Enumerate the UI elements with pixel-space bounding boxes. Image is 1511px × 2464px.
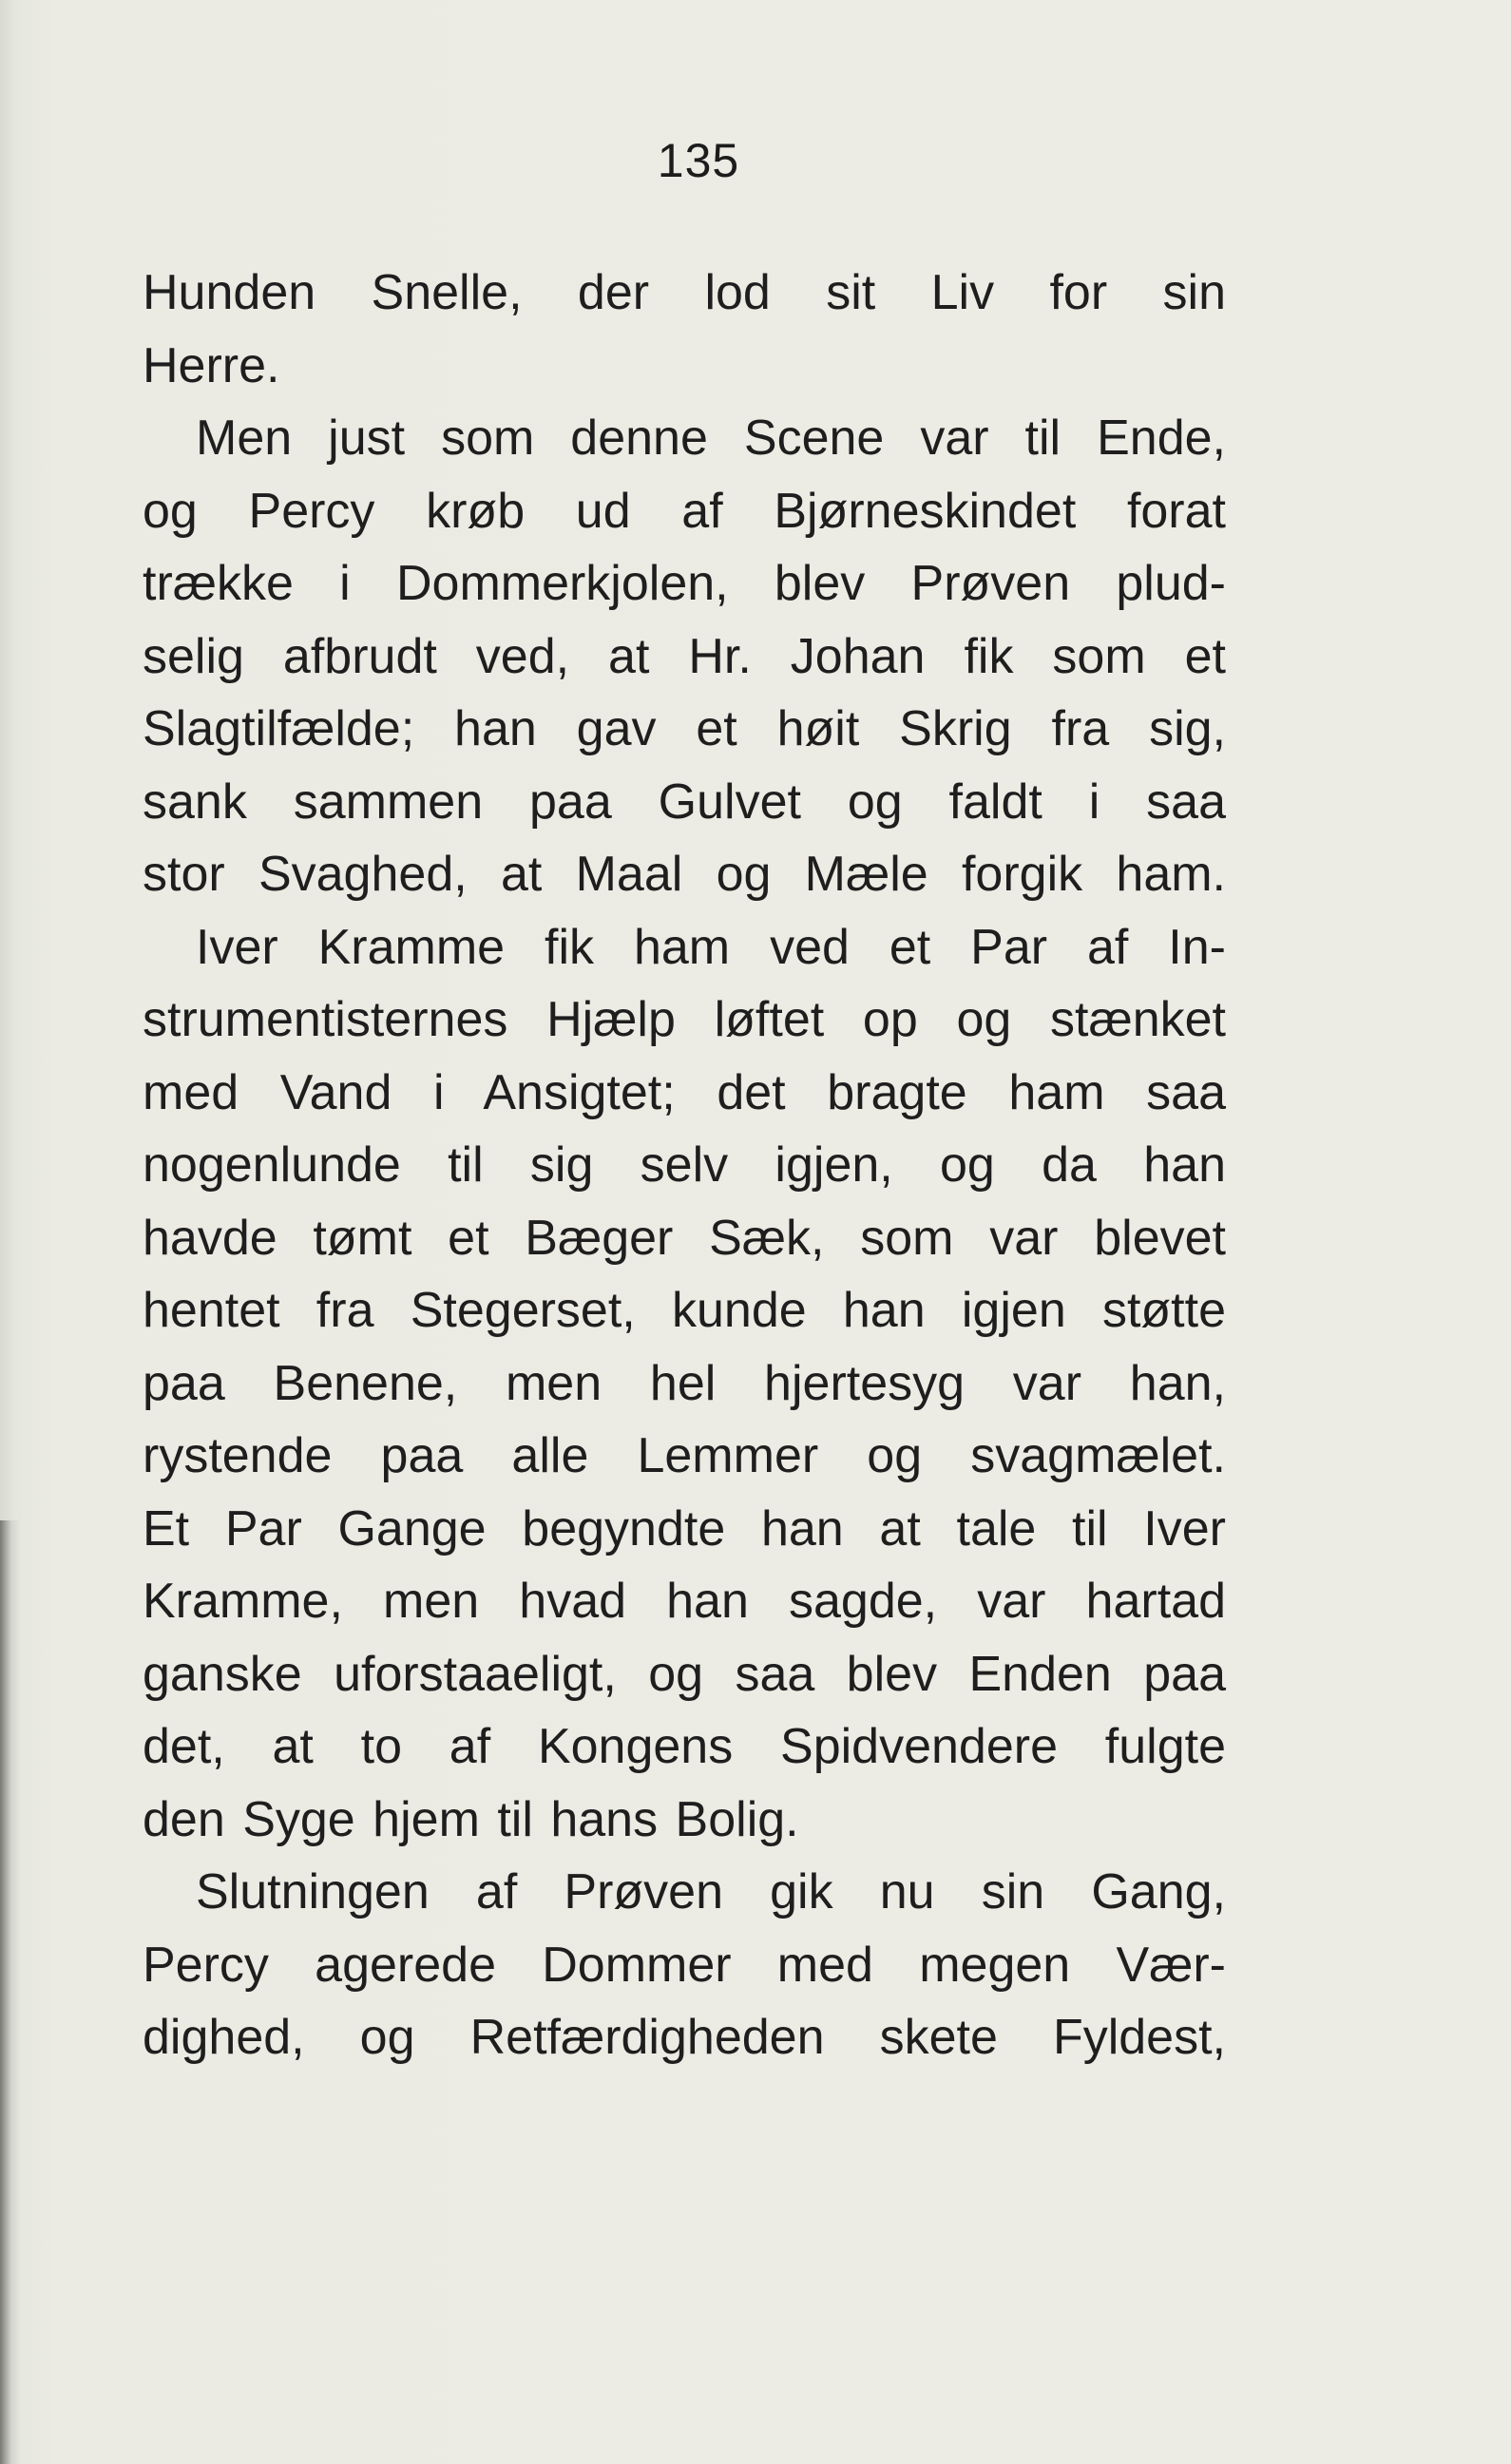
text-line: med Vand i Ansigtet; det bragte ham saa <box>143 1064 1226 1120</box>
text-line: stor Svaghed, at Maal og Mæle forgik ham. <box>143 847 1226 902</box>
text-line: Slutningen af Prøven gik nu sin Gang, <box>196 1864 1226 1920</box>
text-line: nogenlunde til sig selv igjen, og da han <box>143 1137 1226 1193</box>
text-line: trække i Dommerkjolen, blev Prøven plud- <box>143 556 1226 611</box>
text-line: rystende paa alle Lemmer og svagmælet. <box>143 1428 1226 1483</box>
text-line: det, at to af Kongens Spidvendere fulgte <box>143 1719 1226 1774</box>
text-line: Iver Kramme fik ham ved et Par af In- <box>196 919 1226 975</box>
text-line: Men just som denne Scene var til Ende, <box>196 411 1226 466</box>
text-line: paa Benene, men hel hjertesyg var han, <box>143 1355 1226 1411</box>
text-line: sank sammen paa Gulvet og faldt i saa <box>143 774 1226 830</box>
text-line: Percy agerede Dommer med megen Vær- <box>143 1937 1226 1993</box>
text-line: hentet fra Stegerset, kunde han igjen støtte <box>143 1283 1226 1338</box>
text-line: den Syge hjem til hans Bolig. <box>143 1791 799 1847</box>
text-line: selig afbrudt ved, at Hr. Johan fik som et <box>143 628 1226 684</box>
text-line: Kramme, men hvad han sagde, var hartad <box>143 1574 1226 1629</box>
page-number: 135 <box>657 134 740 187</box>
text-line: Et Par Gange begyndte han at tale til Iver <box>143 1500 1226 1557</box>
text-line: dighed, og Retfærdigheden skete Fyldest, <box>143 2010 1226 2065</box>
text-line: Herre. <box>143 337 280 393</box>
text-line: Hunden Snelle, der lod sit Liv for sin <box>143 265 1226 320</box>
text-line: ganske uforstaaeligt, og saa blev Enden paa <box>143 1646 1226 1702</box>
body-text <box>143 257 1226 2074</box>
binding-shadow <box>0 1520 21 2464</box>
text-line: Slagtilfælde; han gav et høit Skrig fra sig, <box>143 701 1226 756</box>
text-line: strumentisternes Hjælp løftet op og stænket <box>143 992 1226 1047</box>
text-line: og Percy krøb ud af Bjørneskindet forat <box>143 483 1226 539</box>
text-line: havde tømt et Bæger Sæk, som var blevet <box>143 1210 1226 1266</box>
